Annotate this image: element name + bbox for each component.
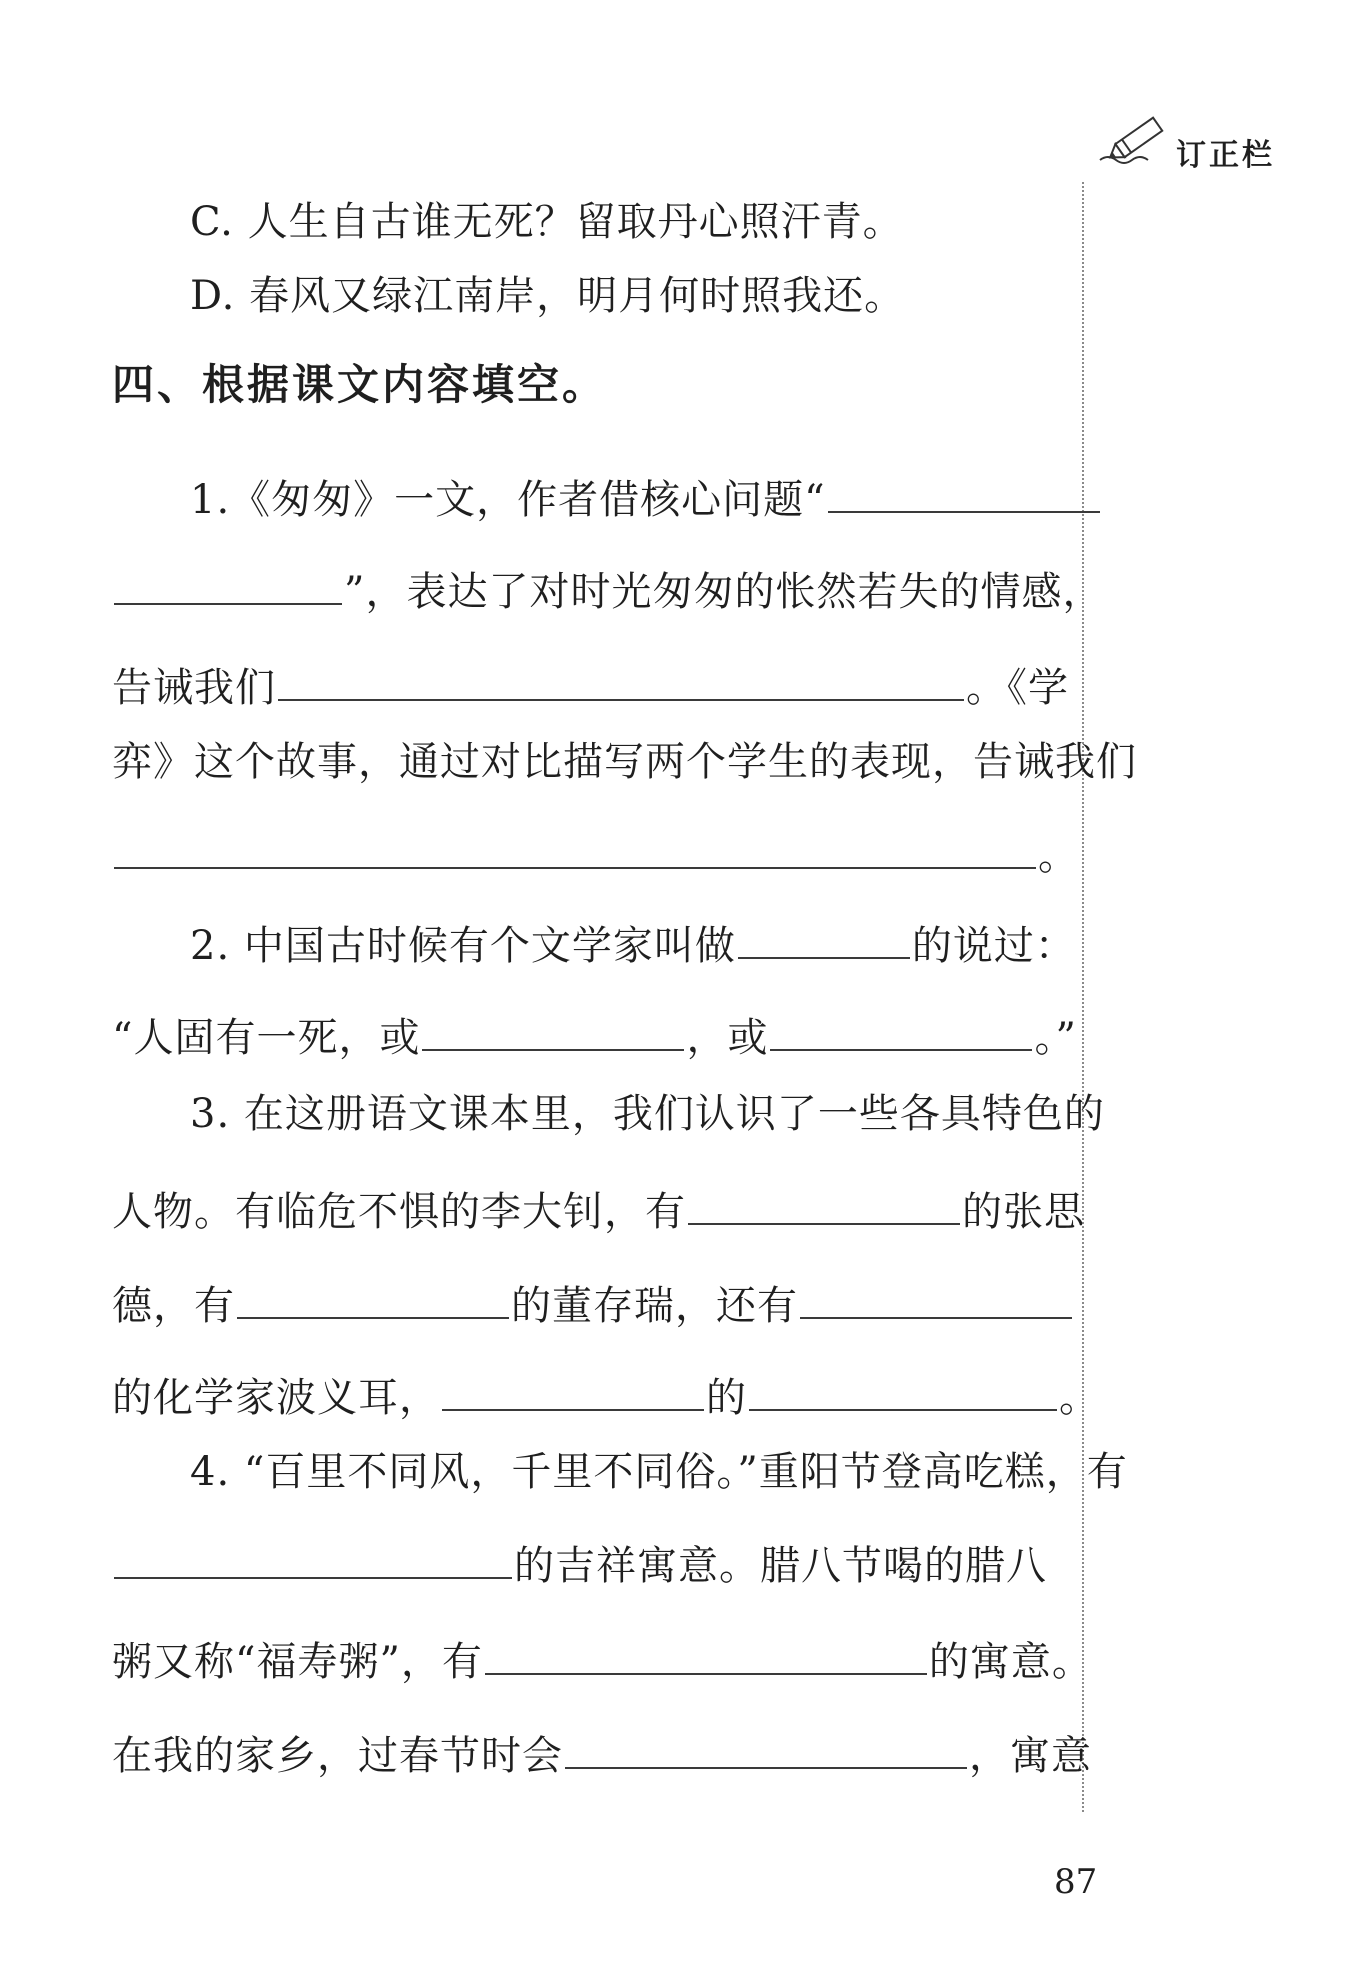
q2-line-1: 2. 中国古时候有个文学家叫做 的说过： — [190, 923, 1076, 969]
answer-blank[interactable] — [485, 1637, 927, 1675]
option-d: D. 春风又绿江南岸，明月何时照我还。 — [190, 273, 906, 319]
answer-blank[interactable] — [738, 921, 910, 959]
answer-blank[interactable] — [237, 1281, 509, 1319]
q3-line-2: 人物。有临危不惧的李大钊，有 的张思 — [112, 1189, 1085, 1235]
q1-line-3: 告诫我们 。《学 — [112, 665, 1069, 711]
option-c: C. 人生自古谁无死？留取丹心照汗青。 — [190, 199, 904, 245]
answer-blank[interactable] — [114, 567, 342, 605]
q4-line-1: 4. “百里不同风，千里不同俗。”重阳节登高吃糕，有 — [190, 1449, 1128, 1495]
q1-line-5: 。 — [112, 830, 1079, 882]
answer-blank[interactable] — [442, 1373, 704, 1411]
answer-blank[interactable] — [422, 1013, 684, 1051]
page-number: 87 — [1054, 1862, 1098, 1902]
margin-divider — [1082, 182, 1084, 1812]
q3-line-1: 3. 在这册语文课本里，我们认识了一些各具特色的 — [190, 1091, 1105, 1137]
answer-blank[interactable] — [688, 1187, 960, 1225]
answer-blank[interactable] — [800, 1281, 1072, 1319]
answer-blank[interactable] — [114, 1541, 512, 1579]
q4-line-2: 的吉祥寓意。腊八节喝的腊八 — [112, 1540, 1047, 1592]
correction-column-label: 订正栏 — [1176, 138, 1275, 173]
q4-line-3: 粥又称“福寿粥”，有 的寓意。 — [112, 1639, 1093, 1685]
q1-line-4: 弈》这个故事，通过对比描写两个学生的表现，告诫我们 — [112, 739, 1137, 785]
answer-blank[interactable] — [749, 1373, 1057, 1411]
answer-blank[interactable] — [565, 1731, 967, 1769]
q1-line-2: ”，表达了对时光匆匆的怅然若失的情感， — [112, 566, 1103, 618]
q4-line-4: 在我的家乡，过春节时会 ，寓意 — [112, 1733, 1092, 1779]
q3-line-3: 德，有 的董存瑞，还有 — [112, 1280, 1074, 1332]
answer-blank[interactable] — [770, 1013, 1032, 1051]
answer-blank[interactable] — [114, 831, 1036, 869]
pencil-icon — [1098, 108, 1174, 166]
answer-blank[interactable] — [828, 475, 1100, 513]
q2-line-2: “人固有一死，或 ，或 。” — [112, 1015, 1077, 1061]
q1-line-1: 1.《匆匆》一文，作者借核心问题“ — [190, 474, 1102, 526]
q3-line-4: 的化学家波义耳， 的 。 — [112, 1375, 1100, 1421]
answer-blank[interactable] — [278, 663, 964, 701]
section-title: 四、根据课文内容填空。 — [112, 360, 608, 409]
